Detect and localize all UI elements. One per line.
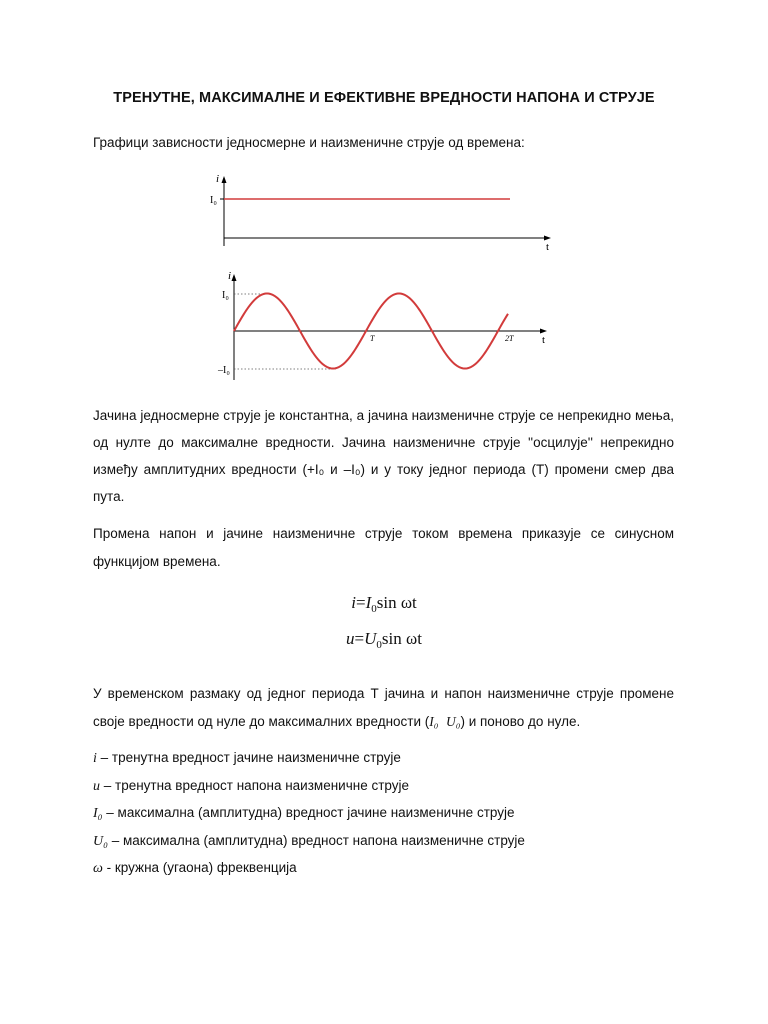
ac-current-curve [234, 294, 508, 369]
ac-graph [217, 270, 547, 380]
paragraph-period: У временском размаку од једног периода Т јачина и напон наизменичне струје промене своје вредности од нуле до максималних вредности (I₀ U₀) и поново до нуле. [93, 686, 674, 729]
dc-x-axis-arrow [544, 236, 551, 241]
ac-period-label: T [370, 334, 375, 343]
dc-y-label: i [216, 173, 220, 185]
definition-item: I₀ – максимална (амплитудна) вредност јачине наизменичне струје [93, 805, 515, 821]
dc-x-label: t [546, 241, 550, 253]
definition-item: u – тренутна вредност напона наизменичне струје [93, 777, 409, 794]
formula-current: $i=I_0\sin$ ωt [351, 593, 417, 615]
ac-x-axis-arrow [540, 329, 547, 334]
formula-voltage: $u=U_0\sin$ ωt [346, 629, 422, 651]
intro-text: Графици зависности једносмерне и наизменичне струје од времена: [93, 135, 525, 150]
ac-min-label: –I₀ [218, 365, 230, 376]
definition-item: U₀ – максимална (амплитудна) вредност напона наизменичне струје [93, 832, 525, 849]
paragraph-dc-ac-comparison: Јачина једносмерне струје је константна, а јачина наизменичне струје се непрекидно мења, од нулте до максималне вредности. Јачина наизменичне струје ''осцилује'' непрекидно између амплитудних вредности (+I₀ и –I₀) и у току једног периода (Т) промени смер два пута. [93, 408, 674, 504]
ac-x-label: t [542, 334, 546, 346]
formula-current-rhs: sin ωt [376, 593, 417, 612]
ac-max-label: I₀ [222, 290, 229, 301]
formula-voltage-rhs: sin ωt [381, 629, 422, 648]
paragraph-sine-function: Промена напон и јачине наизменичне струје током времена приказује се синусном функцијом времена. [93, 526, 674, 569]
definition-item: i – тренутна вредност јачине наизменичне струје [93, 750, 401, 766]
ac-y-axis-arrow [232, 274, 237, 281]
page-title: ТРЕНУТНЕ, МАКСИМАЛНЕ И ЕФЕКТИВНЕ ВРЕДНОСТИ НАПОНА И СТРУЈЕ [113, 90, 655, 106]
ac-y-label: i [228, 270, 232, 282]
definitions-list [93, 745, 525, 883]
formula-block [0, 588, 768, 660]
dc-graph [210, 173, 551, 253]
definition-item: ω - кружна (угаона) фреквенција [93, 860, 297, 876]
dc-y-axis-arrow [222, 176, 227, 183]
dc-level-label: I₀ [210, 195, 217, 206]
ac-two-period-label: 2T [505, 334, 514, 343]
